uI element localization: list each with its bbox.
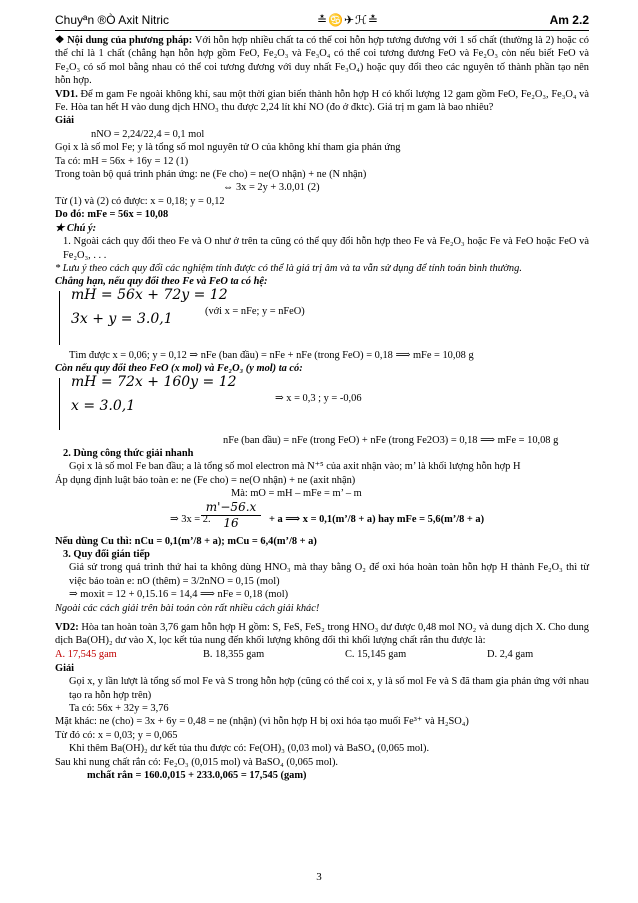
- method-2-line-d: Nếu dùng Cu thì: nCu = 0,1(m’/8 + a); mCu = 6,4(m’/8 + a): [55, 535, 317, 547]
- solution-heading-1: Giải: [55, 115, 75, 127]
- note-1: 1. Ngoài cách quy đổi theo Fe và O như ở trên ta cũng có thể quy đổi hỗn hợp theo Fe và Fe₂O₃ hoặc Fe và FeO hoặc FeO và Fe₂O₃, . . .: [63, 236, 589, 261]
- method-3-line-b: ⇒ moxit = 12 + 0,15.16 = 14,4 ⟹ nFe = 0,18 (mol): [69, 589, 289, 601]
- line-nno: nNO = 2,24/22,4 = 0,1 mol: [91, 128, 205, 140]
- system-2-line-1: mH = 72x + 160y = 12: [71, 373, 237, 390]
- system-1-line-1: mH = 56x + 72y = 12: [71, 286, 228, 303]
- fraction-prefix: ⇒ 3x = 2.: [170, 513, 211, 525]
- equation-system-2: [55, 373, 589, 434]
- header-title: Chuyªn ®Ò Axit Nitric: [55, 13, 169, 27]
- sol2-line-d: Từ đó có: x = 0,03; y = 0,065: [55, 729, 178, 741]
- sol2-line-c: Mặt khác: ne (cho) = 3x + 6y = 0,48 = ne (nhận) (vì hỗn hợp H bị oxi hóa tạo muối Fe³⁺ và H₂SO₄): [55, 716, 469, 728]
- answer-choices: [55, 648, 589, 662]
- choice-a: A. 17,545 gam: [55, 648, 117, 660]
- sol2-line-g: mchất rắn = 160.0,015 + 233.0,065 = 17,545 (gam): [87, 770, 307, 782]
- brace-2: [59, 378, 67, 430]
- method-2-line-c: Mà: mO = mH – mFe = m’ – m: [231, 488, 362, 500]
- fraction-denominator: 16: [223, 515, 239, 530]
- fraction-suffix: + a ⟹ x = 0,1(m’/8 + a) hay mFe = 5,6(m’/8 + a): [269, 513, 485, 525]
- solution-heading-2: Giải: [55, 662, 75, 674]
- method-3-line-c: Ngoài các cách giải trên bài toán còn rất nhiều cách giải khác!: [55, 602, 320, 614]
- line-trong: Trong toàn bộ quá trình phản ứng: ne (Fe cho) = ne(O nhận) + ne (N nhận): [55, 169, 367, 181]
- brace-1: [59, 291, 67, 345]
- line-con: Còn nếu quy đổi theo FeO (x mol) và Fe₂O₃ (y mol) ta có:: [55, 363, 303, 375]
- note-1b: * Lưu ý theo cách quy đổi các nghiệm tính được có thể là giá trị âm và ta vẫn sử dụng để tính toán bình thường.: [55, 262, 522, 274]
- vd2-text: Hòa tan hoàn toàn 3,76 gam hỗn hợp H gồm: S, FeS, FeS₂ trong HNO₃ dư được 0,48 mol NO₂ và dung dịch X. Cho dung dịch Ba(OH)₂ dư vào X, lọc kết tủa nung đến khối lượng không đổi thì khối lượng chất rắn thu được là:: [55, 622, 589, 647]
- line-eq2: ⇔ 3x = 2y + 3.0,01 (2): [223, 182, 320, 194]
- fraction-equation: [55, 501, 589, 535]
- equation-system-1: [55, 286, 589, 349]
- method-paragraph: [55, 34, 589, 88]
- header-rule: [55, 30, 589, 31]
- vd1-lead: VD1.: [55, 88, 78, 100]
- choice-d: D. 2,4 gam: [487, 648, 534, 660]
- sol2-line-e: Khi thêm Ba(OH)₂ dư kết tủa thu được có: Fe(OH)₃ (0,03 mol) và BaSO₄ (0,065 mol).: [69, 743, 430, 755]
- system-1-line-2: 3x + y = 3.0,1: [71, 310, 173, 327]
- page-header: [55, 13, 589, 29]
- vd1-text: Để m gam Fe ngoài không khí, sau một thời gian biến thành hỗn hợp H có khối lượng 12 gam gồm FeO, Fe₂O₃, Fe₃O₄ và Fe. Hòa tan hết H vào dung dịch HNO₃ thu được 2,24 lít khí NO (đo ở đktc). Giá trị m gam là bao nhiêu?: [55, 88, 589, 114]
- header-code: Am 2.2: [549, 13, 589, 27]
- page-number: 3: [316, 871, 322, 883]
- note-heading: ★ Chú ý:: [55, 222, 97, 234]
- method-lead: ❖ Nội dung của phương pháp:: [55, 35, 193, 46]
- method-3-heading: 3. Quy đổi gián tiếp: [63, 548, 150, 560]
- method-2-line-a: Gọi x là số mol Fe ban đầu; a là tổng số mol electron mà N⁺⁵ của axit nhận vào; m’ là khối lượng hỗn hợp H: [69, 461, 521, 473]
- vd2-paragraph: [55, 621, 589, 648]
- method-text: Với hỗn hợp nhiều chất ta có thể coi hỗn hợp tương đương với 1 số chất (thường là 2) hoặc có thể chỉ là 1 chất (chẳng hạn hỗn hợp gồm FeO, Fe₂O₃ và Fe₃O₄ có thể coi tương đương FeO và Fe₂O₃ còn nếu biết FeO và Fe₂O₃ có số mol bằng nhau có thể coi tương đương với duy nhất Fe₃O₄) hoặc quy đổi theo các nguyên tố thành phần tạo nên hỗn hợp.: [55, 35, 589, 87]
- fraction-numerator: m'−56.x: [201, 501, 261, 516]
- method-3-line-a: Giả sử trong quá trình thứ hai ta không dùng HNO₃ mà thay bằng O₂ để oxi hóa hoàn toàn hỗn hợp H thành Fe₂O₃ thì từ việc bảo toàn e: nO (thêm) = 3/2nNO = 0,15 (mol): [69, 562, 589, 587]
- line-goi: Gọi x là số mol Fe; y là tổng số mol nguyên tử O của không khí tham gia phản ứng: [55, 142, 401, 154]
- system-2-line-2: x = 3.0,1: [71, 397, 136, 414]
- page-content: [55, 34, 589, 782]
- vd2-lead: VD2:: [55, 622, 79, 633]
- system-1-note: (với x = nFe; y = nFeO): [205, 305, 305, 317]
- header-ornament: ≛♋✈ℋ≛: [317, 13, 379, 27]
- vd1-paragraph: [55, 88, 589, 115]
- fraction: [201, 501, 261, 531]
- line-dodo: Do đó: mFe = 56x = 10,08: [55, 209, 169, 221]
- method-2-heading: 2. Dùng công thức giải nhanh: [63, 447, 194, 459]
- sol2-line-a: Gọi x, y lần lượt là tổng số mol Fe và S trong hỗn hợp (cũng có thể coi x, y là số mol Fe và S đã tham gia phản ứng với nhau tạo ra hỗn hợp trên): [69, 676, 589, 701]
- line-nfe2: nFe (ban đầu) = nFe (trong FeO) + nFe (trong Fe2O3) = 0,18 ⟹ mFe = 10,08 g: [223, 434, 559, 446]
- note-1c: Chẳng hạn, nếu quy đổi theo Fe và FeO ta có hệ:: [55, 276, 268, 288]
- system-2-note: ⇒ x = 0,3 ; y = -0,06: [275, 392, 362, 404]
- line-tu: Từ (1) và (2) có được: x = 0,18; y = 0,12: [55, 195, 225, 207]
- line-tim: Tìm được x = 0,06; y = 0,12 ⇒ nFe (ban đầu) = nFe + nFe (trong FeO) = 0,18 ⟹ mFe = 10,08 g: [69, 349, 474, 361]
- choice-c: C. 15,145 gam: [345, 648, 407, 660]
- sol2-line-b: Ta có: 56x + 32y = 3,76: [69, 703, 169, 715]
- method-2-line-b: Áp dụng định luật bảo toàn e: ne (Fe cho) = ne(O nhận) + ne (axit nhận): [55, 474, 356, 486]
- line-taco: Ta có: mH = 56x + 16y = 12 (1): [55, 155, 189, 167]
- sol2-line-f: Sau khi nung chất rắn có: Fe₂O₃ (0,015 mol) và BaSO₄ (0,065 mol).: [55, 756, 339, 768]
- choice-b: B. 18,355 gam: [203, 648, 265, 660]
